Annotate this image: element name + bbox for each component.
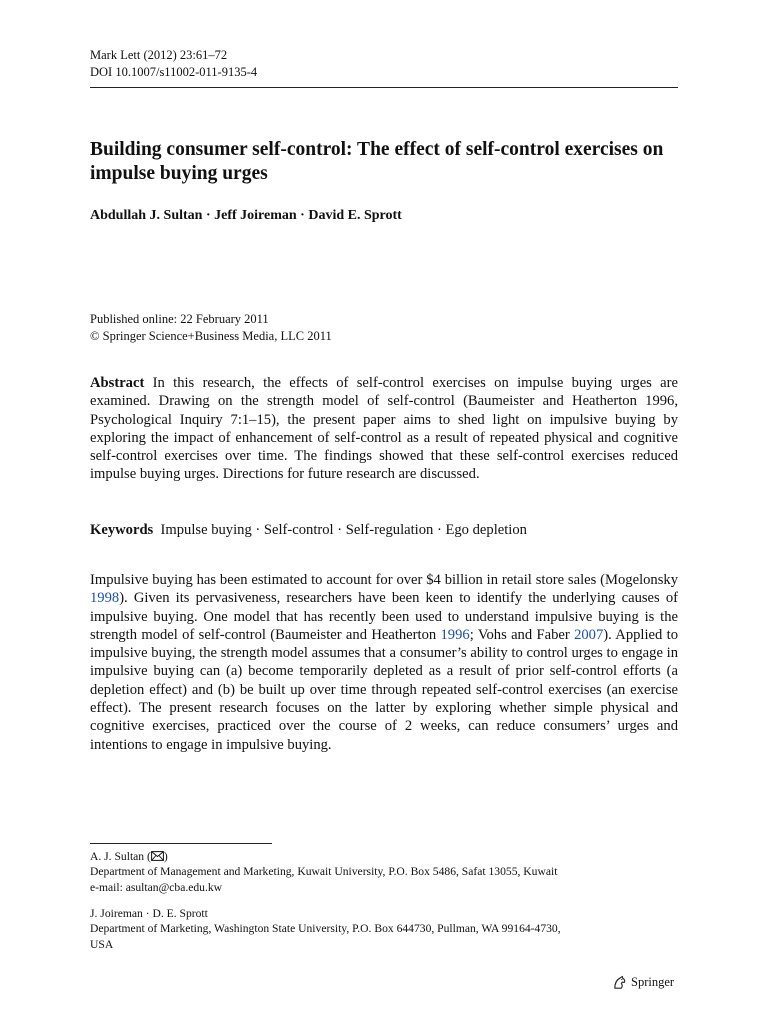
abstract: [90, 374, 678, 484]
springer-horse-icon: [612, 975, 627, 990]
paragraph-text: ). Given its pervasiveness, researchers have been keen to identify the underlying causes of impulsive buying. One model that has recently been used to understand impulsive buying is the strength model of self-control (Baumeister and Heatherton: [90, 590, 678, 643]
paragraph-text: ). Applied to impulsive buying, the strength model assumes that a consumer’s ability to control urges to engage in impulsive buying can (a) become temporarily depleted as a result of prior self-control efforts (a depletion effect) and (b) be built up over time through repeated self-control exercises (an exercise effect). The present research focuses on the latter by exploring whether simple physical and cognitive exercises, practiced over the course of 2 weeks, can reduce consumers’ urges and intentions to engage in impulsive buying.: [90, 626, 678, 753]
author-name: A. J. Sultan (: [90, 850, 151, 863]
citation-link[interactable]: 2007: [574, 626, 604, 643]
affiliation: Department of Marketing, Washington State University, P.O. Box 644730, Pullman, WA 99164-4730,: [90, 922, 561, 936]
footnote-rule: [90, 843, 272, 844]
keywords-text: Impulse buying · Self-control · Self-regulation · Ego depletion: [160, 522, 527, 538]
publication-info: [90, 311, 332, 345]
keywords: [90, 521, 678, 539]
affiliation-country: USA: [90, 937, 114, 951]
author-list: Abdullah J. Sultan · Jeff Joireman · David E. Sprott: [90, 208, 402, 223]
paragraph-text: ; Vohs and Faber: [469, 626, 575, 643]
header-rule: [90, 87, 678, 88]
intro-paragraph: [90, 571, 678, 754]
journal-citation: Mark Lett (2012) 23:61–72: [90, 48, 228, 62]
keywords-label: Keywords: [90, 522, 154, 538]
published-date: Published online: 22 February 2011: [90, 312, 269, 326]
envelope-icon: [151, 851, 164, 861]
coauthor-names: J. Joireman · D. E. Sprott: [90, 907, 208, 920]
footnote-corresponding-author: [90, 849, 680, 895]
footnote-author-line: [90, 849, 680, 864]
doi: DOI 10.1007/s11002-011-9135-4: [90, 65, 258, 79]
footnote-coauthors: [90, 906, 680, 952]
running-header: [90, 47, 257, 81]
affiliation: Department of Management and Marketing, Kuwait University, P.O. Box 5486, Safat 13055, Kuwait: [90, 865, 558, 879]
abstract-text: In this research, the effects of self-control exercises on impulse buying urges are examined. Drawing on the strength model of self-control (Baumeister and Heatherton 1996, Psychological Inquiry 7:1–15), the present paper aims to shed light on impulsive buying by exploring the impact of enhancement of self-control as a result of repeated physical and cognitive self-control exercises over time. The findings showed that these self-control exercises reduced impulse buying urges. Directions for future research are discussed.: [90, 375, 679, 483]
paragraph-text: Impulsive buying has been estimated to account for over $4 billion in retail store sales (Mogelonsky: [90, 572, 678, 588]
author-name-close: ): [163, 850, 168, 863]
citation-link[interactable]: 1996: [440, 626, 470, 643]
citation-link[interactable]: 1998: [90, 590, 120, 607]
publisher-logo: [612, 974, 674, 990]
publisher-name: Springer: [631, 975, 675, 989]
copyright-line: © Springer Science+Business Media, LLC 2011: [90, 329, 332, 343]
abstract-label: Abstract: [90, 375, 145, 391]
email: e-mail: asultan@cba.edu.kw: [90, 880, 223, 894]
article-title: Building consumer self-control: The effect of self-control exercises on impulse buying urges: [90, 139, 664, 184]
